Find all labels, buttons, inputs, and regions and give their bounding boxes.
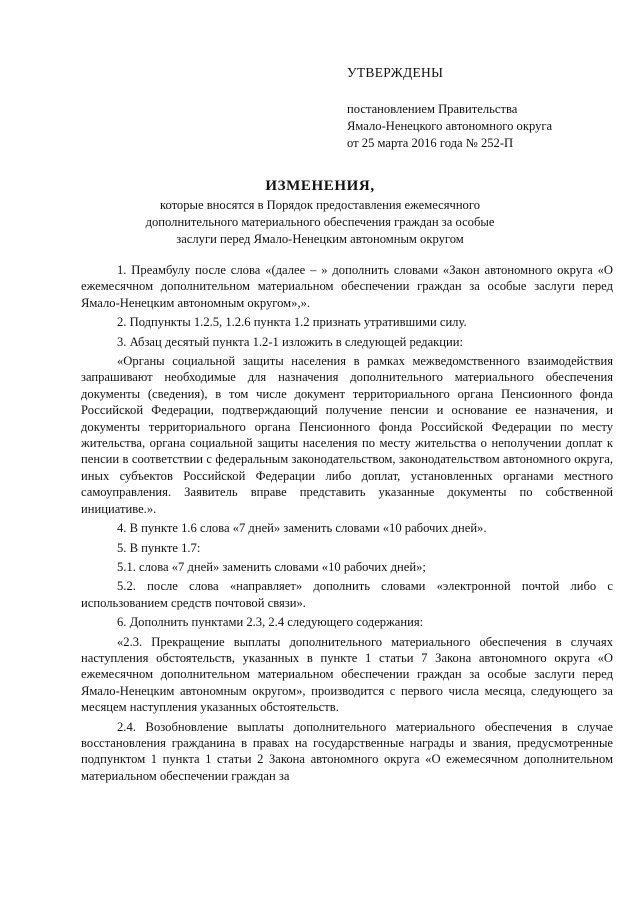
approval-line-government: Ямало-Ненецкого автономного округа xyxy=(347,119,553,133)
paragraph-quoted-text: «Органы социальной защиты населения в рамках межведомственного взаимодействия запрашивают необходимые для назначения дополнительного материального обеспечения документы (сведения), в том числе документ территориального органа Пенсионного фонда Российской Федерации, подтверждающий получение пенсии и основание ее назначения, и документы территориального органа Пенсионного фонда Российской Федерации по месту жительства, органа социальной защиты населения по месту жительства о неполучении доплат к пенсии в соответствии с федеральным законодательством, законодательством автономного округа, иных субъектов Российской Федерации либо доплат, установленных органами местного самоуправления. Заявитель вправе представить указанные документы по собственной инициативе.». xyxy=(81,354,613,516)
approval-line-resolution: постановлением Правительства xyxy=(347,102,518,116)
paragraph-item-2-3: «2.3. Прекращение выплаты дополнительного материального обеспечения в случаях наступления обстоятельств, указанных в пункте 1 статьи 7 Закона автономного округа «О ежемесячном дополнительном материальном обеспечении граждан за особые заслуги перед Ямало-Ненецким автономным округом», производится с первого числа месяца, следующего за месяцем наступления указанных обстоятельств. xyxy=(81,634,613,715)
document-title: ИЗМЕНЕНИЯ, xyxy=(265,178,375,194)
document-body xyxy=(81,262,613,787)
paragraph-item-2: 2. Подпункты 1.2.5, 1.2.6 пункта 1.2 признать утратившими силу. xyxy=(117,315,467,330)
document-heading xyxy=(0,175,640,248)
approval-title: УТВЕРЖДЕНЫ xyxy=(347,65,444,80)
paragraph-item-5-1: 5.1. слова «7 дней» заменить словами «10 рабочих дней»; xyxy=(117,559,426,574)
paragraph-item-5-2: 5.2. после слова «направляет» дополнить словами «электронной почтой либо с использованием средств почтовой связи». xyxy=(81,579,613,610)
heading-subtitle-line: которые вносятся в Порядок предоставления ежемесячного xyxy=(159,198,481,212)
heading-subtitle-line: заслуги перед Ямало-Ненецким автономным округом xyxy=(176,232,464,246)
heading-subtitle-line: дополнительного материального обеспечения граждан за особые xyxy=(145,215,495,229)
paragraph-item-4: 4. В пункте 1.6 слова «7 дней» заменить словами «10 рабочих дней». xyxy=(117,521,487,536)
approval-line-date: от 25 марта 2016 года № 252-П xyxy=(347,136,514,150)
paragraph-item-6: 6. Дополнить пунктами 2.3, 2.4 следующего содержания: xyxy=(117,615,424,630)
paragraph-item-2-4: 2.4. Возобновление выплаты дополнительного материального обеспечения в случае восстановления гражданина в правах на государственные награды и звания, предусмотренные подпунктом 1 пункта 1 статьи 2 Закона автономного округа «О ежемесячном дополнительном материальном обеспечении граждан за xyxy=(81,719,613,783)
paragraph-item-1: 1. Преамбулу после слова «(далее – » дополнить словами «Закон автономного округа «О ежемесячном дополнительном материальном обеспечении граждан за особые заслуги перед Ямало-Ненецким автономным округом»,». xyxy=(81,263,613,310)
paragraph-item-5: 5. В пункте 1.7: xyxy=(117,540,201,555)
paragraph-item-3: 3. Абзац десятый пункта 1.2-1 изложить в следующей редакции: xyxy=(117,334,464,349)
approval-block xyxy=(347,64,617,152)
